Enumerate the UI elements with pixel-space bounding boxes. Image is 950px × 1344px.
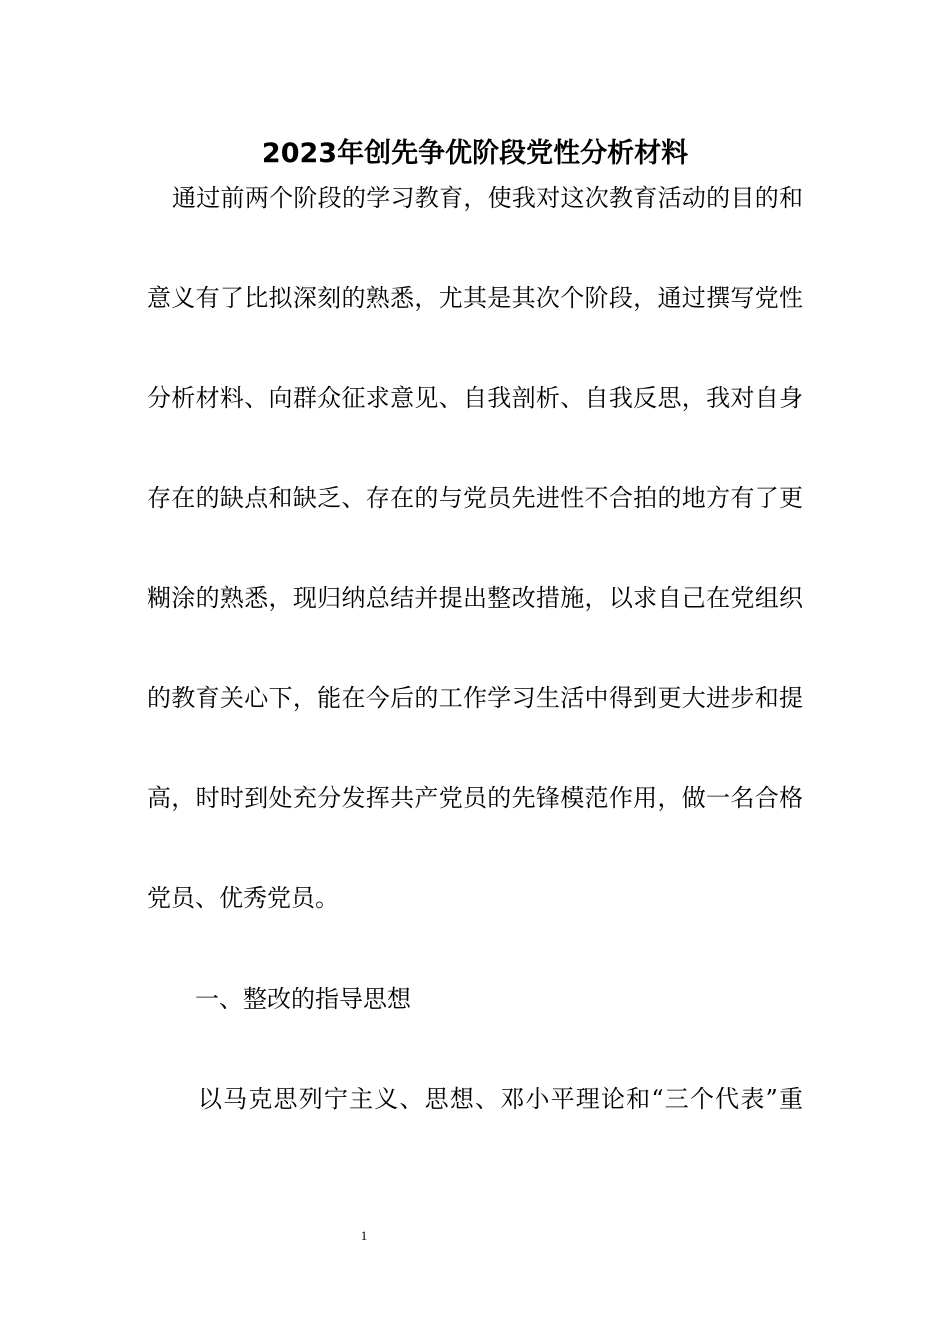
paragraph-line: 糊涂的熟悉，现归纳总结并提出整改措施，以求自己在党组织 — [147, 584, 803, 612]
paragraph-line: 分析材料、向群众征求意见、自我剖析、自我反思，我对自身 — [147, 384, 803, 412]
paragraph-line: 以马克思列宁主义、思想、邓小平理论和“三个代表”重 — [198, 1085, 803, 1113]
paragraph-line: 的教育关心下，能在今后的工作学习生活中得到更大进步和提 — [147, 684, 803, 712]
page-number: 1 — [360, 1228, 368, 1243]
page-title: 2023年创先争优阶段党性分析材料 — [261, 138, 689, 169]
paragraph-line: 高，时时到处充分发挥共产党员的先锋模范作用，做一名合格 — [147, 784, 803, 812]
section-heading: 一、整改的指导思想 — [195, 985, 411, 1013]
paragraph-line: 党员、优秀党员。 — [147, 884, 339, 912]
paragraph-line: 存在的缺点和缺乏、存在的与党员先进性不合拍的地方有了更 — [147, 484, 803, 512]
paragraph-line: 意义有了比拟深刻的熟悉，尤其是其次个阶段，通过撰写党性 — [147, 284, 803, 312]
paragraph-line: 通过前两个阶段的学习教育，使我对这次教育活动的目的和 — [172, 184, 803, 212]
